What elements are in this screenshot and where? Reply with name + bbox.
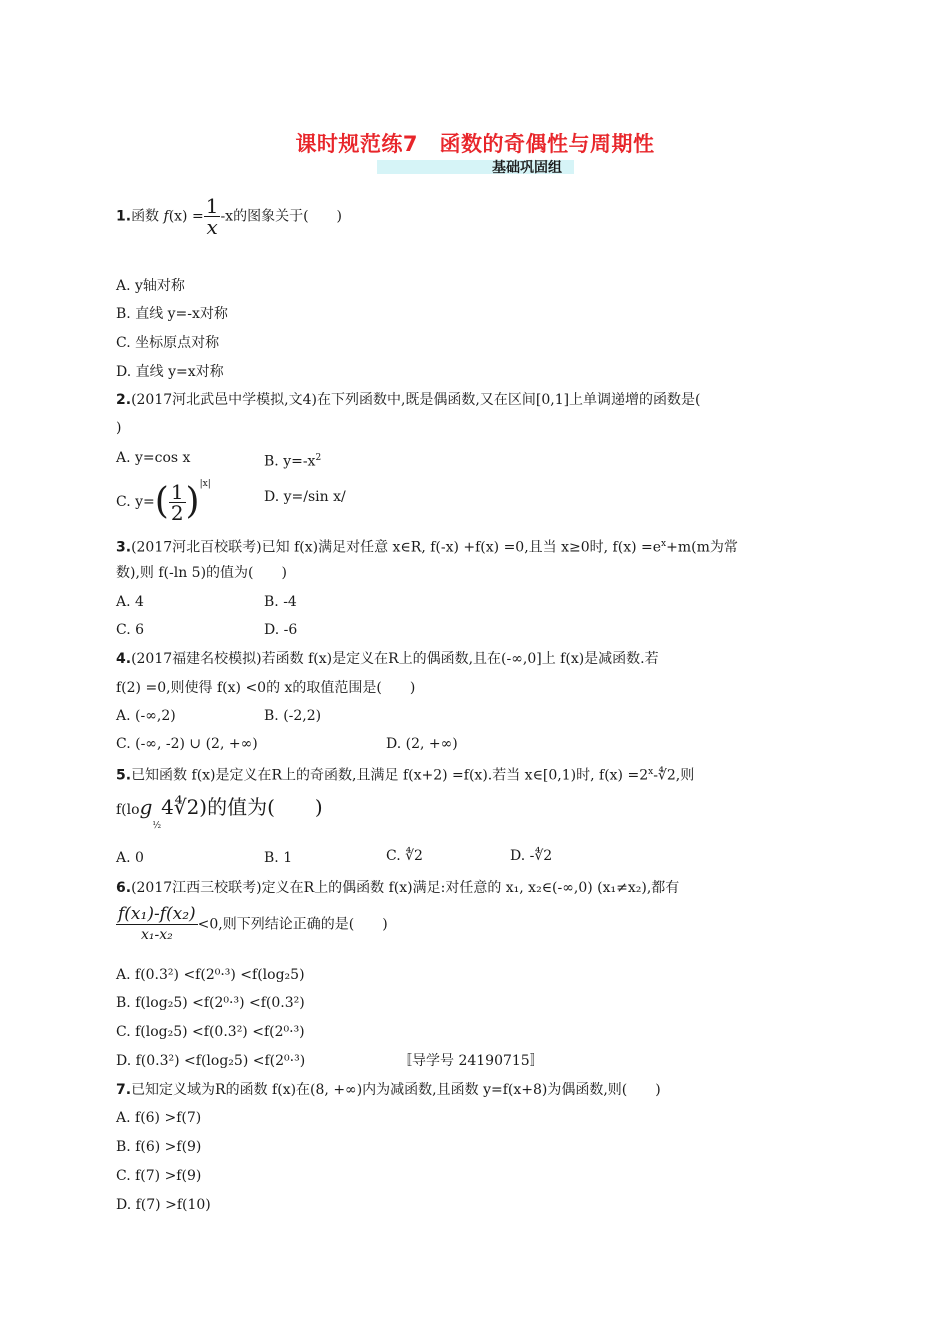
question-3-option-a: A. 4 — [116, 594, 144, 610]
question-5-stem: 5.已知函数 f(x)是定义在R上的奇函数,且满足 f(x+2) =f(x).若当 x∈[0,1)时, $f(x) =2^x-∜2$,则 — [116, 767, 695, 784]
question-3-option-c: C. 6 — [116, 622, 145, 638]
question-3-stem-continued: 数),则 f(-ln 5)的值为( ) — [116, 565, 287, 581]
question-2-stem-continued: ) — [116, 420, 122, 436]
question-7-option-b: B. f(6) >f(9) — [116, 1139, 202, 1155]
question-1-option-c: C. 坐标原点对称 — [116, 335, 220, 351]
question-2-option-b: B. $y=-x^2$ — [264, 453, 322, 470]
question-5-option-c: C. ∜2 — [386, 848, 423, 864]
question-6-stem-continued: $\frac{\text{f(x₁)-f(x₂)}}{\text{x₁-x₂}}$ <0,则下列结论正确的是( ) — [118, 904, 388, 943]
question-6-option-d: D. f(0.3²) <f(log₂5) <f(2⁰·³) — [116, 1053, 306, 1069]
question-6-option-b: B. f(log₂5) <f(2⁰·³) <f(0.3²) — [116, 995, 305, 1011]
question-6-stem: 6.(2017江西三校联考)定义在R上的偶函数 f(x)满足:对任意的 x₁, x₂∈(-∞,0) (x₁≠x₂),都有 — [116, 880, 680, 896]
question-4-option-d: D. (2, +∞) — [386, 736, 458, 752]
fraction: $\frac{\text{f(x₁)-f(x₂)}}{\text{x₁-x₂}}$ — [118, 904, 196, 943]
question-6-option-c: C. f(log₂5) <f(0.3²) <f(2⁰·³) — [116, 1024, 305, 1040]
question-2-option-d: D. y=/sin x/ — [264, 489, 346, 505]
question-4-stem-continued: f(2) =0,则使得 f(x) <0的 x的取值范围是( ) — [116, 680, 416, 696]
question-1-option-d: D. 直线 y=x对称 — [116, 364, 224, 380]
question-3-stem: 3.(2017河北百校联考)已知 f(x)满足对任意 x∈R, f(-x) +f(x) =0,且当 x≥0时, $f(x) =e^x+m(m$为常 — [116, 539, 738, 556]
question-5-option-d: D. -∜2 — [510, 848, 553, 864]
question-2-option-c: C. y=( $\frac{1}{2}$ )$^{|x|}$ — [116, 479, 211, 525]
question-7-option-a: A. f(6) >f(7) — [116, 1110, 202, 1126]
question-5-stem-continued: $f(\log_{\frac{1}{2}}4∜2)$的值为( ) — [116, 795, 323, 831]
question-3-option-b: B. -4 — [264, 594, 297, 610]
question-7-stem: 7.已知定义域为R的函数 f(x)在(8, +∞)内为减函数,且函数 y=f(x+8)为偶函数,则( ) — [116, 1082, 661, 1098]
question-7-option-d: D. f(7) >f(10) — [116, 1197, 211, 1213]
fraction: $\frac{1}{x}$ — [205, 194, 219, 239]
guide-reference-number: 〚导学号 24190715〛 — [398, 1053, 544, 1069]
question-1-option-b: B. 直线 y=-x对称 — [116, 306, 228, 322]
question-4-option-c: C. (-∞, -2) ∪ (2, +∞) — [116, 736, 258, 752]
question-5-option-b: B. 1 — [264, 850, 293, 866]
question-2-option-a: A. y=cos x — [116, 450, 191, 466]
question-4-stem: 4.(2017福建名校模拟)若函数 f(x)是定义在R上的偶函数,且在(-∞,0]上 f(x)是减函数.若 — [116, 651, 659, 667]
question-4-option-a: A. (-∞,2) — [116, 708, 176, 724]
question-5-option-a: A. 0 — [116, 850, 144, 866]
question-4-option-b: B. (-2,2) — [264, 708, 322, 724]
question-7-option-c: C. f(7) >f(9) — [116, 1168, 202, 1184]
page-title: 课时规范练7 函数的奇偶性与周期性 — [295, 132, 655, 156]
question-2-stem: 2.(2017河北武邑中学模拟,文4)在下列函数中,既是偶函数,又在区间[0,1]上单调递增的函数是( — [116, 392, 701, 408]
question-3-option-d: D. -6 — [264, 622, 298, 638]
question-1-option-a: A. y轴对称 — [116, 278, 185, 294]
question-1-stem: 1.函数 f(x) = $\frac{1}{x}$ -x的图象关于( ) — [116, 194, 343, 239]
section-title: 基础巩固组 — [492, 160, 562, 176]
question-6-option-a: A. f(0.3²) <f(2⁰·³) <f(log₂5) — [116, 967, 305, 983]
